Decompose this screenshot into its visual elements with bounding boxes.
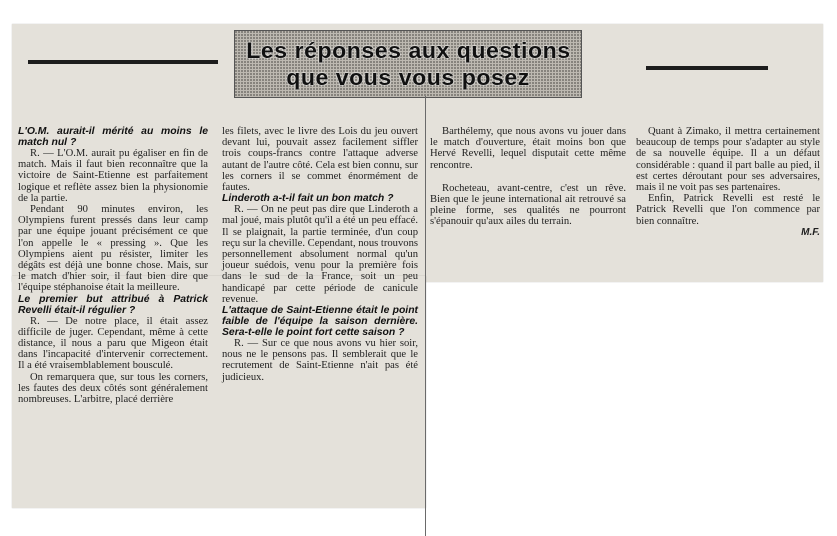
headline-line-2: que vous vous posez: [286, 65, 530, 90]
question-heading: L'O.M. aurait-il mérité au moins le match nul ?: [18, 126, 208, 148]
headline-box: [234, 30, 582, 98]
column-divider: [425, 96, 426, 536]
author-signature: M.F.: [801, 226, 820, 238]
answer-paragraph: R. — On ne peut pas dire que Linderoth a mal joué, mais plutôt qu'il a été un peu effacé. Il se plaignait, la partie terminée, d'un coup reçu sur la cheville. Cependant, nous trouvons personnellement absolument normal qu'un joueur suédois, venu pour la première fois dans le sud de la France, soit un peu handicapé par cette période de canicule revenue.: [222, 204, 418, 305]
body-paragraph: Barthélemy, que nous avons vu jouer dans le match d'ouverture, était moins bon que Hervé Revelli, lequel disputait cette même rencontre.: [430, 126, 626, 171]
answer-paragraph: R. — Sur ce que nous avons vu hier soir, nous ne le pensons pas. Il semblerait que le recrutement de Saint-Etienne n'ait pas été judicieux.: [222, 338, 418, 383]
article-column-3: [430, 126, 626, 228]
body-paragraph: On remarquera que, sur tous les corners, les fautes des deux côtés sont généralement nombreuses. L'arbitre, placé derrière: [18, 371, 208, 406]
article-column-2: [222, 126, 418, 383]
headline-rule-left: [28, 60, 218, 64]
question-heading: L'attaque de Saint-Etienne était le point faible de l'équipe la saison dernière. Sera-t-elle le point fort cette saison ?: [222, 305, 418, 339]
body-paragraph: les filets, avec le livre des Lois du jeu ouvert devant lui, pouvait assez facilement siffler trois coups-francs contre l'attaque adverse autant de l'autre côté. Cela est bien connu, sur les corners il se commet énormément de fautes.: [222, 126, 418, 194]
question-heading: Le premier but attribué à Patrick Revelli était-il régulier ?: [18, 293, 208, 316]
answer-paragraph: R. — L'O.M. aurait pu égaliser en fin de match. Mais il faut bien reconnaître que la victoire de Saint-Etienne est parfaitement logique et reflète assez bien la physionomie de la partie.: [18, 148, 208, 204]
body-paragraph: Quant à Zimako, il mettra certainement beaucoup de temps pour s'adapter au style de sa nouvelle équipe. Il a un défaut considérable : quand il part balle au pied, il est certes déroutant pour ses adversaires, mais il ne voit pas ses partenaires.: [636, 126, 820, 194]
question-heading: Linderoth a-t-il fait un bon match ?: [222, 193, 394, 205]
body-paragraph: Pendant 90 minutes environ, les Olympiens furent pressés dans leur camp par une équipe jouant précisément ce que l'on appelle le « pressing ». Que les Olympiens aient pu résister, limiter les dégâts est déjà une bonne chose. Mais, sur le match d'hier soir, il faut bien dire que l'équipe stéphanoise était la meilleure.: [18, 204, 208, 294]
body-paragraph: Enfin, Patrick Revelli est resté le Patrick Revelli que l'on commence par bien connaître.: [636, 193, 820, 227]
headline-rule-right: [646, 66, 768, 70]
article-column-1: [18, 126, 208, 405]
answer-paragraph: R. — De notre place, il était assez difficile de juger. Cependant, même à cette distance, il nous a paru que Migeon était dans l'incapacité d'intervenir correctement. Il a été vraisemblablement bousculé.: [18, 315, 208, 372]
article-column-4: [636, 126, 820, 238]
headline-line-1: Les réponses aux questions: [245, 38, 571, 63]
body-paragraph: Rocheteau, avant-centre, c'est un rêve. Bien que le jeune international ait retrouvé sa pleine forme, ses qualités ne pourront s'épanouir qu'aux ailes du terrain.: [430, 182, 626, 228]
